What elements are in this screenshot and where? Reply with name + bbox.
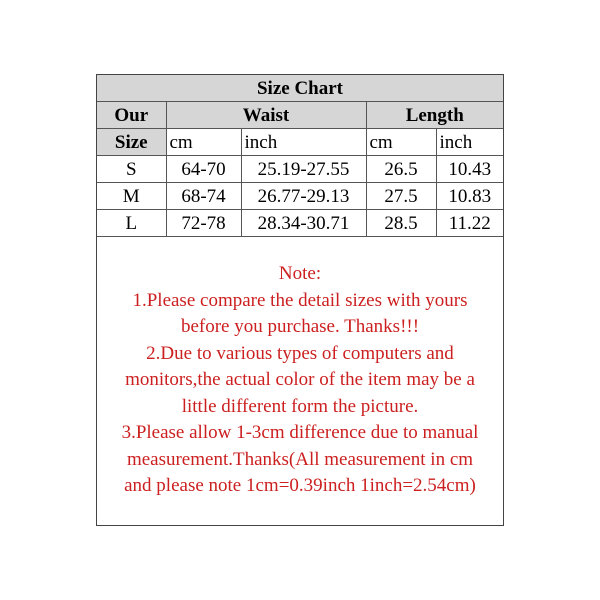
- header-row-2: [97, 129, 503, 156]
- length-cm-cell: 26.5: [366, 156, 436, 183]
- size-chart-frame: [96, 74, 504, 526]
- note-line: before you purchase. Thanks!!!: [180, 316, 420, 337]
- waist-inch-cell: 28.34-30.71: [241, 210, 366, 237]
- note-heading: Note:: [278, 263, 322, 284]
- waist-inch-cell: 25.19-27.55: [241, 156, 366, 183]
- note-line: and please note 1cm=0.39inch 1inch=2.54cm): [124, 475, 476, 496]
- length-inch-cell: 11.22: [436, 210, 503, 237]
- row-size-label: M: [97, 183, 166, 210]
- note-line: monitors,the actual color of the item may be a: [125, 369, 475, 390]
- note-line: 1.Please compare the detail sizes with yours: [132, 289, 468, 311]
- table-row: [97, 156, 503, 183]
- unit-waist-cm: cm: [166, 129, 241, 156]
- table-row: [97, 183, 503, 210]
- header-row-1: [97, 102, 503, 129]
- waist-cm-cell: 68-74: [166, 183, 241, 210]
- length-inch-cell: 10.83: [436, 183, 503, 210]
- row-size-label: L: [97, 210, 166, 237]
- header-waist: Waist: [166, 102, 366, 129]
- header-our: Our: [97, 102, 166, 129]
- note-line: measurement.Thanks(All measurement in cm: [126, 448, 474, 470]
- note-line: 3.Please allow 1-3cm difference due to manual: [121, 422, 479, 443]
- header-length: Length: [366, 102, 503, 129]
- length-cm-cell: 28.5: [366, 210, 436, 237]
- waist-cm-cell: 72-78: [166, 210, 241, 237]
- unit-waist-inch: inch: [241, 129, 366, 156]
- table-row: [97, 210, 503, 237]
- waist-cm-cell: 64-70: [166, 156, 241, 183]
- header-size: Size: [97, 129, 166, 156]
- note-line: 2.Due to various types of computers and: [146, 342, 454, 364]
- note-line: little different form the picture.: [181, 395, 419, 417]
- unit-length-inch: inch: [436, 129, 503, 156]
- length-inch-cell: 10.43: [436, 156, 503, 183]
- waist-inch-cell: 26.77-29.13: [241, 183, 366, 210]
- table-title: Size Chart: [97, 75, 503, 102]
- size-chart-table: [97, 75, 503, 237]
- length-cm-cell: 27.5: [366, 183, 436, 210]
- unit-length-cm: cm: [366, 129, 436, 156]
- title-row: [97, 75, 503, 102]
- note-block: [97, 261, 503, 500]
- row-size-label: S: [97, 156, 166, 183]
